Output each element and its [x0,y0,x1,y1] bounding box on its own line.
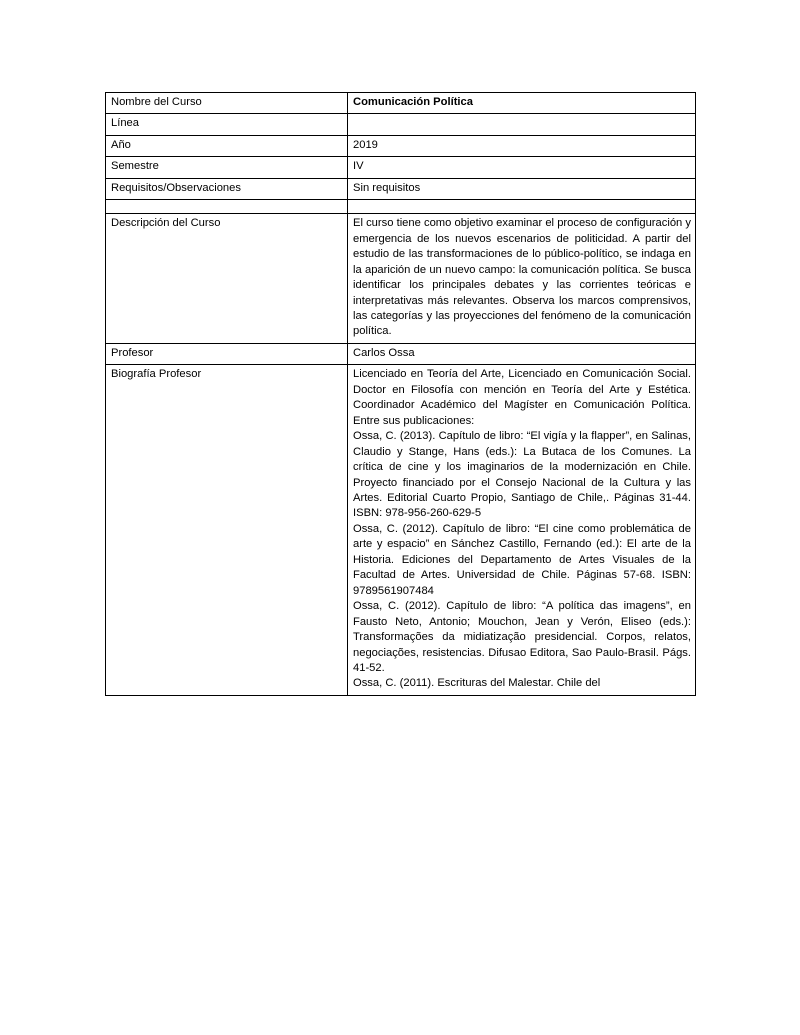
row-value-nombre-del-curso: Comunicación Política [348,93,696,114]
bio-paragraph: Ossa, C. (2013). Capítulo de libro: “El vigía y la flapper”, en Salinas, Claudio y Stange, Hans (eds.): La Butaca de los Comunes. La crítica de cine y los imaginarios de la modernización en Chile. Proyecto financiado por el Consejo Nacional de la Cultura y las Artes. Editorial Cuarto Propio, Santiago de Chile,. Páginas 31-44. ISBN: 978-956-260-629-5 [353,430,691,520]
table-row [106,365,696,696]
table-row [106,114,696,135]
table-row [106,157,696,178]
table-row [106,343,696,364]
row-value-linea [348,114,696,135]
row-value-biografia-profesor [348,365,696,696]
bio-paragraph: Licenciado en Teoría del Arte, Licenciado en Comunicación Social. Doctor en Filosofía con mención en Teoría del Arte y Estética. Coordinador Académico del Magíster en Comunicación Política. Entre sus publicaciones: [353,368,691,427]
row-label-ano: Año [106,135,348,156]
table-row [106,214,696,344]
row-label-spacer [106,200,348,214]
row-label-descripcion-del-curso: Descripción del Curso [106,214,348,344]
course-info-table [105,92,696,696]
row-label-requisitos: Requisitos/Observaciones [106,178,348,199]
bio-paragraph: Ossa, C. (2012). Capítulo de libro: “A política das imagens”, en Fausto Neto, Antonio; Mouchon, Jean y Verón, Eliseo (eds.): Transformações da midiatização presidencial. Corpos, relatos, negociações, resistencias. Difusao Editora, Sao Paulo-Brasil. Págs. 41-52. [353,600,691,674]
bio-paragraph: Ossa, C. (2011). Escrituras del Malestar. Chile del [353,677,601,690]
row-label-nombre-del-curso: Nombre del Curso [106,93,348,114]
table-row-spacer [106,200,696,214]
row-value-spacer [348,200,696,214]
bio-paragraph: Ossa, C. (2012). Capítulo de libro: “El cine como problemática de arte y espacio” en Sánchez Castillo, Fernando (ed.): El arte de la Historia. Ediciones del Departamento de Artes Visuales de la Facultad de Artes. Universidad de Chile. Páginas 57-68. ISBN: 9789561907484 [353,522,691,597]
table-row [106,135,696,156]
row-value-semestre: IV [348,157,696,178]
row-label-biografia-profesor: Biografía Profesor [106,365,348,696]
row-value-profesor: Carlos Ossa [348,343,696,364]
row-label-semestre: Semestre [106,157,348,178]
table-row [106,93,696,114]
row-label-profesor: Profesor [106,343,348,364]
row-value-descripcion-del-curso: El curso tiene como objetivo examinar el proceso de configuración y emergencia de los nuevos escenarios de politicidad. A partir del estudio de las transformaciones de lo público-político, se indaga en la aparición de un nuevo campo: la comunicación política. Se busca identificar los principales debates y las corrientes teóricas e interpretativas más relevantes. Observa los marcos comprensivos, las categorías y las proyecciones del fenómeno de la comunicación política. [348,214,696,344]
row-label-linea: Línea [106,114,348,135]
row-value-requisitos: Sin requisitos [348,178,696,199]
row-value-ano: 2019 [348,135,696,156]
table-row [106,178,696,199]
